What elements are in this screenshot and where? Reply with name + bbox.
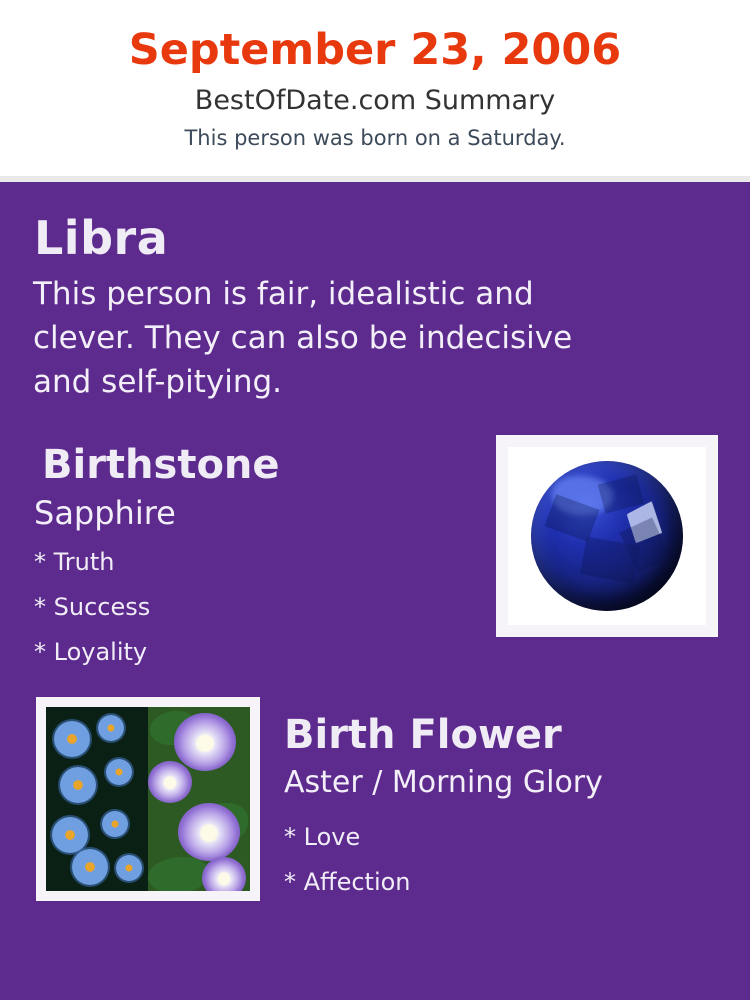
birthstone-trait: * Loyality <box>34 638 148 666</box>
birthflower-trait: * Love <box>284 823 361 851</box>
flower-photo-inner <box>46 707 250 891</box>
birthstone-trait: * Truth <box>34 548 115 576</box>
sapphire-gemstone-photo <box>496 435 718 637</box>
aster-photo-half <box>46 707 148 891</box>
card-header <box>0 0 750 176</box>
gem-photo-inner <box>508 447 706 625</box>
birthflower-name: Aster / Morning Glory <box>284 765 603 800</box>
birthflower-section <box>32 697 718 917</box>
gem-facets <box>531 461 683 611</box>
content-panel <box>0 182 750 1000</box>
birthflower-trait: * Affection <box>284 868 411 896</box>
birthflower-heading: Birth Flower <box>284 712 562 758</box>
zodiac-description: This person is fair, idealistic and clever. They can also be indecisive and self-pitying. <box>33 276 573 400</box>
page-title: September 23, 2006 <box>128 25 622 75</box>
birthstone-heading: Birthstone <box>42 442 280 488</box>
birthstone-section <box>32 440 718 675</box>
birthstone-trait: * Success <box>34 593 151 621</box>
born-day-text: This person was born on a Saturday. <box>184 126 566 150</box>
birthstone-name: Sapphire <box>34 494 176 532</box>
aster-morning-glory-photo <box>36 697 260 901</box>
zodiac-sign-name: Libra <box>34 211 169 265</box>
site-subtitle: BestOfDate.com Summary <box>194 85 556 116</box>
morning-glory-photo-half <box>148 707 250 891</box>
